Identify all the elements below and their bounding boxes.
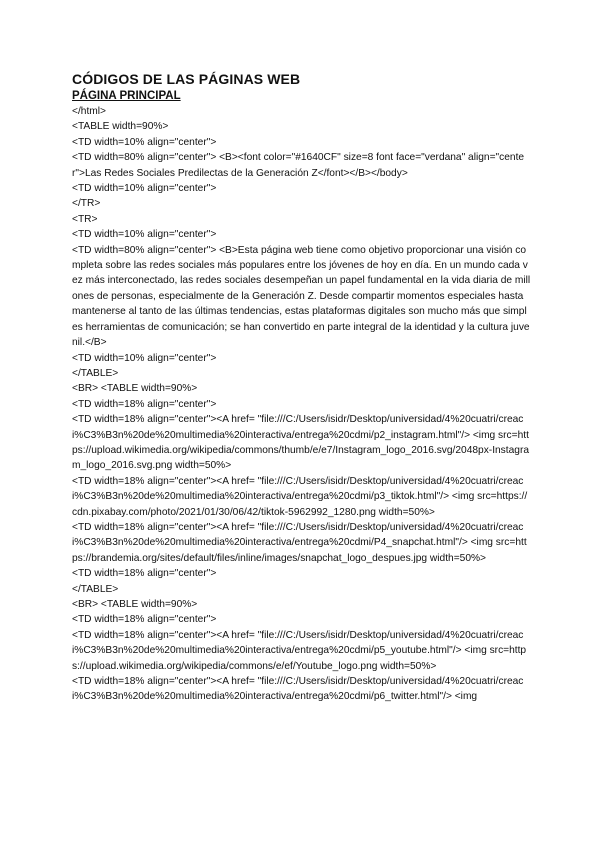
code-line: <BR> <TABLE width=90%> bbox=[72, 383, 198, 395]
section-heading: PÁGINA PRINCIPAL bbox=[72, 90, 181, 102]
code-line: <TD width=18% align="center"><A href= "file:///C:/Users/isidr/Desktop/universidad/4%20cuatri/creaci%C3%B3n%20de%20multimedia%20interactiva/entrega%20cdmi/p6_twitter.html"/> <img bbox=[72, 676, 524, 703]
code-line: </html> bbox=[72, 106, 106, 117]
code-line: <TD width=18% align="center"><A href= "file:///C:/Users/isidr/Desktop/universidad/4%20cuatri/creaci%C3%B3n%20de%20multimedia%20interactiva/entrega%20cdmi/P4_snapchat.html"/> <img src=https://brandemia.org/sites/default/files/inline/images/snapchat_logo_despues.jpg width=50%> bbox=[72, 521, 527, 564]
code-line: <TR> bbox=[72, 213, 98, 225]
code-line: <TD width=10% align="center"> bbox=[72, 183, 217, 195]
code-line: <TD width=18% align="center"><A href= "file:///C:/Users/isidr/Desktop/universidad/4%20cuatri/creaci%C3%B3n%20de%20multimedia%20interactiva/entrega%20cdmi/p2_instagram.html"/> <img src=https://upload.wikimedia.org/wikipedia/commons/thumb/e/e7/Instagram_logo_2016.svg/2048px-Instagram_logo_2016.svg.png width=50%> bbox=[72, 414, 529, 472]
code-line: <TD width=10% align="center"> bbox=[72, 136, 217, 148]
code-line: <TD width=18% align="center"> bbox=[72, 398, 217, 410]
code-line: </TR> bbox=[72, 198, 101, 210]
code-line: <TD width=18% align="center"><A href= "file:///C:/Users/isidr/Desktop/universidad/4%20cuatri/creaci%C3%B3n%20de%20multimedia%20interactiva/entrega%20cdmi/p5_youtube.html"/> <img src=https://upload.wikimedia.org/wikipedia/commons/e/ef/Youtube_logo.png width=50%> bbox=[72, 629, 527, 672]
code-line: <TD width=80% align="center"> <B>Esta página web tiene como objetivo proporcionar una visión completa sobre las redes sociales más populares entre los jóvenes de hoy en día. En un mundo cada vez más interconectado, las redes sociales desempeñan un papel fundamental en la vida diaria de millones de personas, especialmente de la Generación Z. Desde compartir momentos especiales hasta mantenerse al tanto de las últimas tendencias, estas plataformas digitales son mucho más que simples herramientas de comunicación; se han convertido en parte integral de la identidad y la cultura juvenil.</B> bbox=[72, 244, 531, 349]
code-line: <TD width=10% align="center"> bbox=[72, 229, 217, 241]
code-line: </TABLE> bbox=[72, 583, 119, 595]
document-title: CÓDIGOS DE LAS PÁGINAS WEB bbox=[72, 71, 301, 87]
code-line: <TABLE width=90%> bbox=[72, 121, 169, 133]
code-line: <TD width=18% align="center"> bbox=[72, 614, 217, 626]
code-line: </TABLE> bbox=[72, 367, 119, 379]
code-line: <TD width=18% align="center"><A href= "file:///C:/Users/isidr/Desktop/universidad/4%20cuatri/creaci%C3%B3n%20de%20multimedia%20interactiva/entrega%20cdmi/p3_tiktok.html"/> <img src=https://cdn.pixabay.com/photo/2021/01/30/06/42/tiktok-5962992_1280.png width=50%> bbox=[72, 475, 528, 518]
code-line: <TD width=80% align="center"> <B><font color="#1640CF" size=8 font face="verdana" align="center">Las Redes Sociales Predilectas de la Generación Z</font></B></body> bbox=[72, 152, 525, 179]
code-line: <BR> <TABLE width=90%> bbox=[72, 599, 198, 610]
document-content bbox=[72, 70, 532, 705]
code-line: <TD width=18% align="center"> bbox=[72, 568, 217, 580]
code-line: <TD width=10% align="center"> bbox=[72, 352, 217, 364]
